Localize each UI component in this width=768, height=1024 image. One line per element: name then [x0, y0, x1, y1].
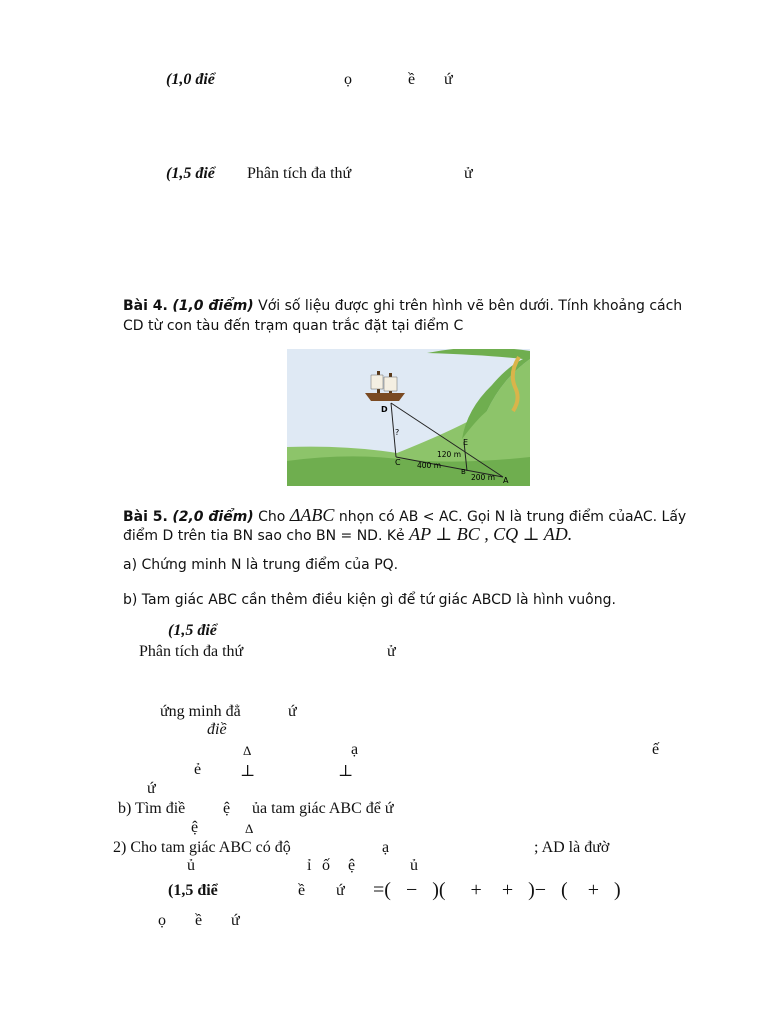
bai5-part-a: a) Chứng minh N là trung điểm của PQ. [123, 557, 399, 573]
fragment-glyph: ử [464, 165, 473, 182]
bai4-score: (1,0 điểm) [172, 298, 254, 314]
fragment-glyph: ệ [191, 819, 199, 836]
label-question: ? [395, 428, 400, 437]
fragment-text: ; AD là đườ [534, 839, 610, 856]
label-c: C [395, 458, 401, 467]
fragment-glyph: ủ [410, 857, 418, 874]
bai5-line-1 [123, 505, 686, 526]
fragment-glyph: ề [408, 71, 416, 88]
length-200: 200 m [471, 473, 496, 482]
fragment-glyph: ứ [231, 912, 240, 929]
fragment-glyph: ề [298, 882, 306, 899]
bai4-line-1 [123, 298, 682, 314]
fragment-formula: =( − )( + + )− ( + ) [373, 879, 621, 901]
fragment-glyph: ẻ [194, 761, 202, 778]
fragment-text: b) Tìm điề [118, 800, 186, 817]
fragment-text: Phân tích đa thứ [139, 643, 244, 660]
fragment-glyph: ⊥ [240, 763, 256, 780]
fragment-glyph: ọ [344, 71, 352, 88]
fragment-glyph: ệ [223, 800, 231, 817]
length-400: 400 m [417, 461, 442, 470]
label-a: A [503, 476, 509, 485]
fragment-glyph: điề [207, 721, 227, 738]
fragment-glyph: Δ [245, 821, 254, 836]
label-e: E [463, 438, 469, 447]
fragment-score: (1,5 điể [168, 622, 217, 639]
fragment-glyph: ủ [187, 857, 195, 874]
bai5-score: (2,0 điểm) [172, 509, 254, 525]
bai5-part-b: b) Tam giác ABC cần thêm điều kiện gì để tứ giác ABCD là hình vuông. [123, 592, 616, 608]
cq-perp-ad: CQ ⊥ AD. [493, 524, 573, 544]
score-line-1: (1,0 điể [166, 71, 215, 88]
triangle-abc: ΔABC [289, 505, 335, 525]
fragment-text: ủa tam giác ABC để ứ [252, 800, 394, 817]
bai5-rest: nhọn có AB < AC. Gọi N là trung điểm củaAC. Lấy [338, 509, 687, 525]
fragment-text: 2) Cho tam giác ABC có độ [113, 839, 291, 856]
fragment-glyph: ệ [348, 857, 356, 874]
fragment-score: (1,5 điể [168, 882, 218, 899]
ship-figure [287, 349, 530, 486]
bai5-line2-text: điểm D trên tia BN sao cho BN = ND. Kẻ [123, 528, 405, 544]
length-120: 120 m [437, 450, 462, 459]
fragment-glyph: ạ [382, 839, 390, 856]
score-line-2: (1,5 điể [166, 165, 215, 182]
fragment-glyph: ứ [288, 703, 297, 720]
fragment-glyph: ạ [351, 741, 359, 758]
label-d: D [381, 405, 388, 414]
fragment-glyph: Δ [243, 743, 252, 758]
fragment-glyph: ề [195, 912, 203, 929]
fragment-glyph: ố [322, 857, 330, 874]
bai5-label: Bài 5. [123, 509, 168, 525]
problem-text: Phân tích đa thứ [247, 165, 352, 182]
fragment-glyph: ứ [336, 882, 345, 899]
fragment-glyph: ử [387, 643, 396, 660]
bai4-line-2: CD từ con tàu đến trạm quan trắc đặt tại điểm C [123, 318, 464, 334]
ap-perp-bc: AP ⊥ BC , [409, 524, 489, 544]
bai4-label: Bài 4. [123, 298, 168, 314]
fragment-glyph: ỉ [307, 857, 312, 874]
label-b: B [461, 468, 466, 476]
fragment-glyph: ọ [158, 912, 166, 929]
fragment-glyph: ⊥ [338, 763, 354, 780]
fragment-text: ứng minh đẳ [160, 703, 241, 720]
fragment-glyph: ứ [147, 780, 156, 797]
fragment-glyph: ế [652, 741, 660, 758]
bai4-text: Với số liệu được ghi trên hình vẽ bên dưới. Tính khoảng cách [258, 298, 683, 314]
fragment-glyph: ứ [444, 71, 453, 88]
bai5-cho: Cho [258, 509, 286, 525]
bai5-line-2 [123, 524, 572, 545]
